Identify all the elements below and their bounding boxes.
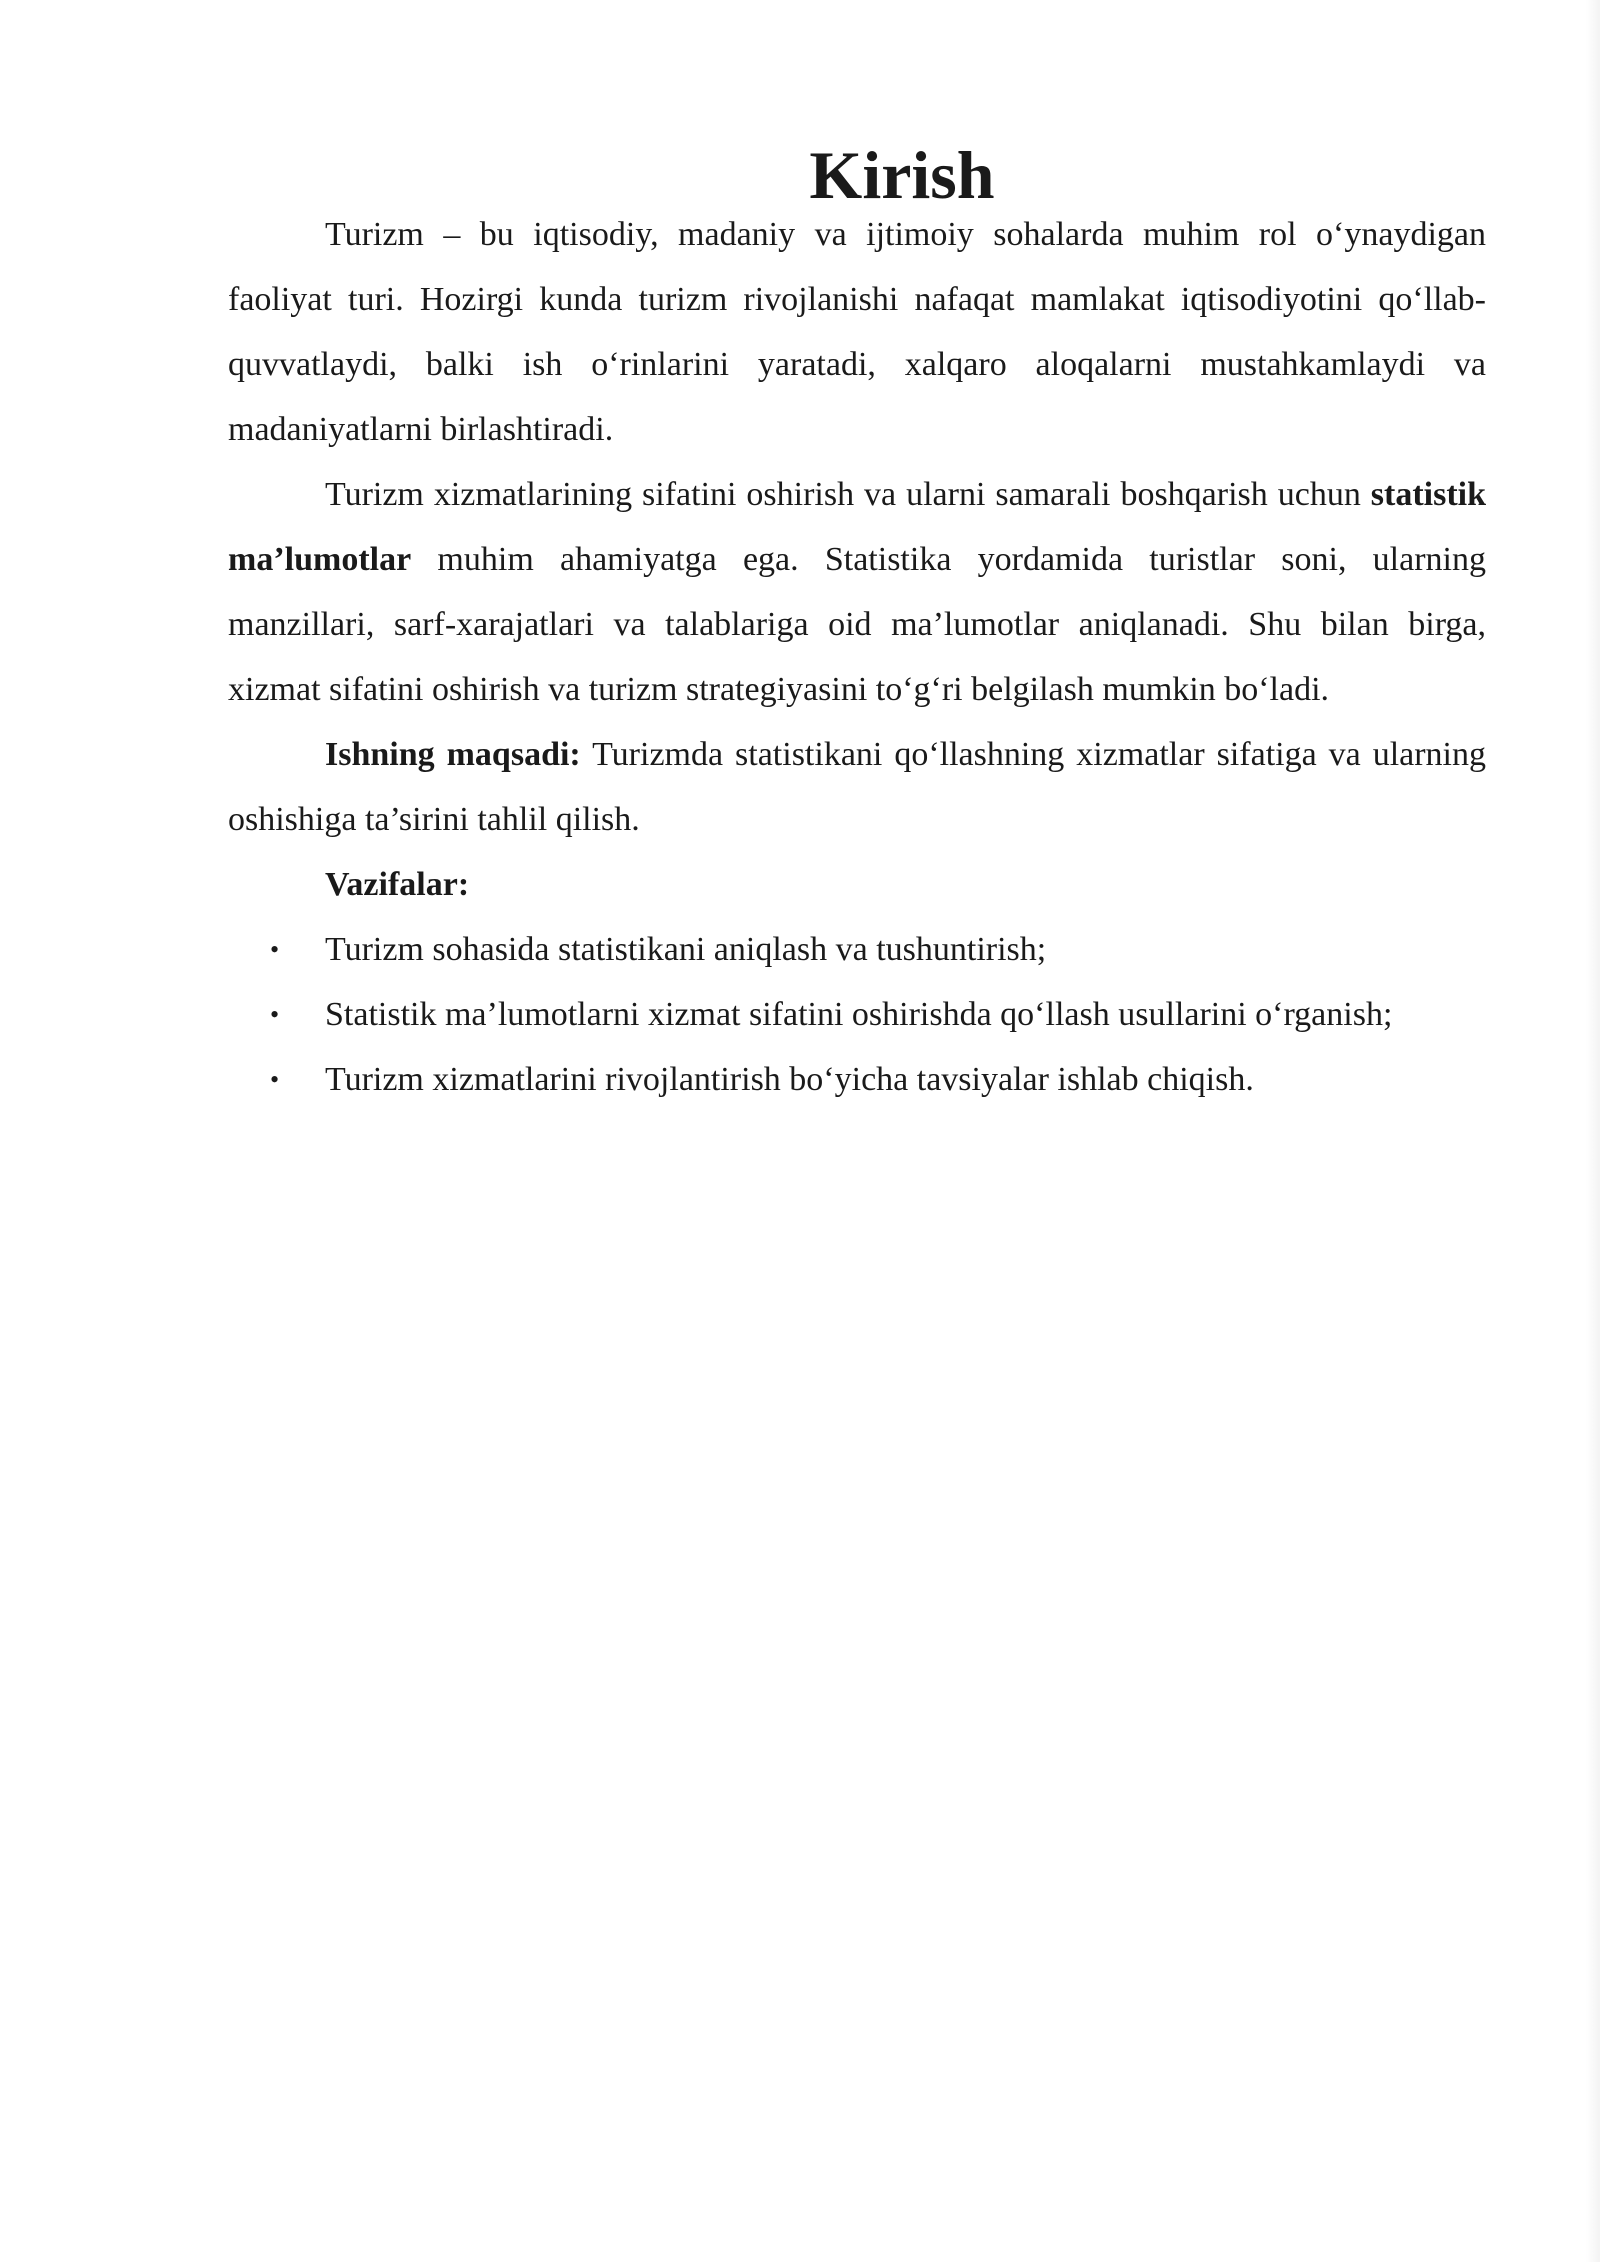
tasks-heading: Vazifalar:: [325, 866, 470, 903]
goal-paragraph: [228, 722, 1486, 852]
page-edge-shadow: [1586, 0, 1600, 2262]
list-item: [270, 1047, 1486, 1112]
intro-paragraph: Turizm – bu iqtisodiy, madaniy va ijtimoiy sohalarda muhim rol o‘ynaydigan faoliyat turi. Hozirgi kunda turizm rivojlanishi nafaqat mamlakat iqtisodiyotini qo‘llab-quvvatlaydi, balki ish o‘rinlarini yaratadi, xalqaro aloqalarni mustahkamlaydi va madaniyatlarni birlashtiradi.: [228, 216, 1486, 448]
document-page: [228, 137, 1487, 1112]
goal-text: Turizmda statistikani qo‘llashning xizmatlar sifatiga va ularning oshishiga ta’sirini tahlil qilish.: [228, 736, 1487, 838]
list-item: [270, 982, 1486, 1047]
tasks-list: [228, 917, 1486, 1112]
statistics-paragraph-text-start: Turizm xizmatlarining sifatini oshirish va ularni samarali boshqarish uchun: [325, 476, 1371, 513]
page-title: Kirish: [809, 137, 995, 213]
bullet-icon: •: [270, 1065, 280, 1094]
statistics-paragraph: [228, 462, 1486, 722]
task-text: Turizm sohasida statistikani aniqlash va tushuntirish;: [325, 931, 1047, 968]
goal-label: Ishning maqsadi:: [325, 736, 581, 773]
list-item: [270, 917, 1486, 982]
bullet-icon: •: [270, 935, 280, 964]
task-text: Turizm xizmatlarini rivojlantirish bo‘yicha tavsiyalar ishlab chiqish.: [325, 1061, 1254, 1098]
task-text: Statistik ma’lumotlarni xizmat sifatini oshirishda qo‘llash usullarini o‘rganish;: [325, 996, 1393, 1033]
statistics-term: statistik ma’lumotlar: [228, 476, 1486, 578]
statistics-paragraph-text-end: muhim ahamiyatga ega. Statistika yordamida turistlar soni, ularning manzillari, sarf-xarajatlari va talablariga oid ma’lumotlar aniqlanadi. Shu bilan birga, xizmat sifatini oshirish va turizm strategiyasini to‘g‘ri belgilash mumkin bo‘ladi.: [228, 541, 1486, 708]
bullet-icon: •: [270, 1000, 280, 1029]
